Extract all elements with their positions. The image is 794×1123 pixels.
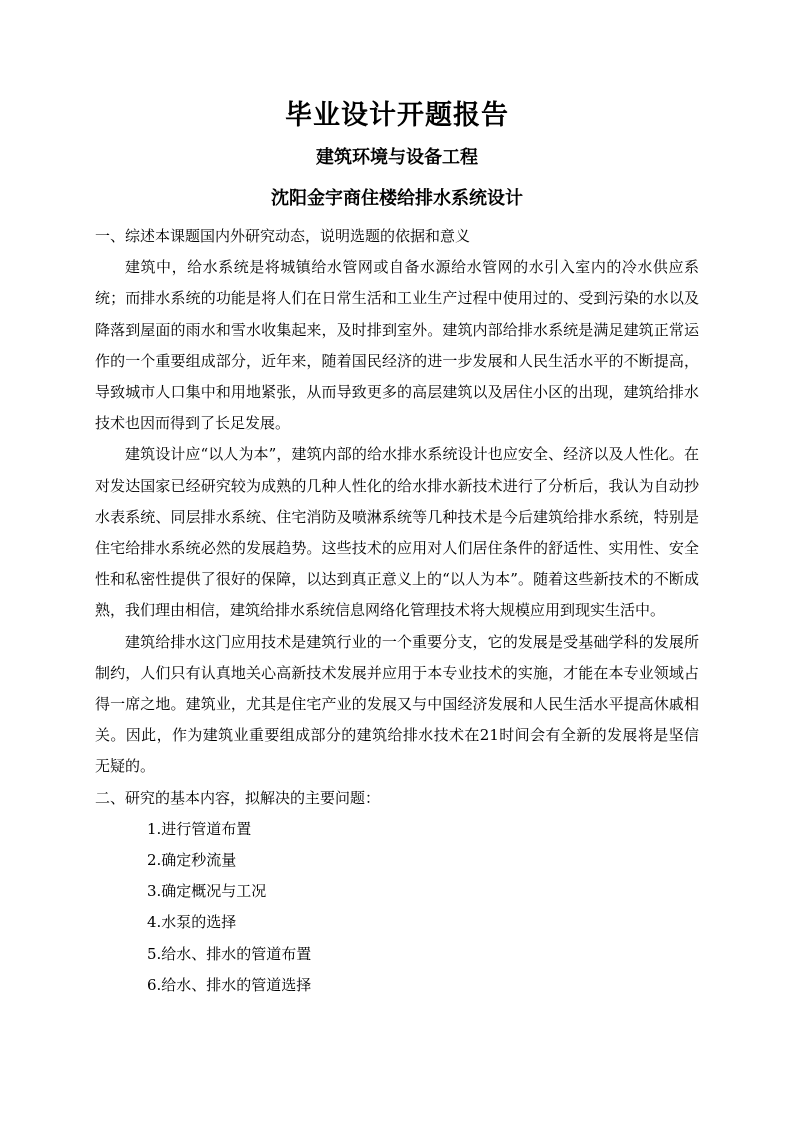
list-item: 2.确定秒流量	[147, 851, 237, 870]
paragraph: 建筑设计应“以人为本”，建筑内部的给水排水系统设计也应安全、经济以及人性化。在对发达国家已经研究较为成熟的几种人性化的给水排水新技术进行了分析后，我认为自动抄水表系统、同层排水系统、住宅消防及喷淋系统等几种技术是今后建筑给排水系统，特别是住宅给排水系统必然的发展趋势。这些技术的应用对人们居住条件的舒适性、实用性、安全性和私密性提供了很好的保障，以达到真正意义上的“以人为本”。随着这些新技术的不断成熟，我们理由相信，建筑给排水系统信息网络化管理技术将大规模应用到现实生活中。	[95, 445, 699, 620]
section-heading-2: 二、研究的基本内容，拟解决的主要问题：	[95, 788, 381, 807]
list-item: 3.确定概况与工况	[147, 882, 267, 901]
list-item: 4.水泵的选择	[147, 913, 237, 932]
paragraph: 建筑给排水这门应用技术是建筑行业的一个重要分支，它的发展是受基础学科的发展所制约，人们只有认真地关心高新技术发展并应用于本专业技术的实施，才能在本专业领域占得一席之地。建筑业，尤其是住宅产业的发展又与中国经济发展和人民生活水平提高休戚相关。因此，作为建筑业重要组成部分的建筑给排水技术在21时间会有全新的发展将是坚信无疑的。	[95, 632, 699, 776]
report-body	[95, 221, 699, 1001]
topic-subtitle: 沈阳金宇商住楼给排水系统设计	[271, 188, 523, 209]
paragraph: 建筑中，给水系统是将城镇给水管网或自备水源给水管网的水引入室内的冷水供应系统；而排水系统的功能是将人们在日常生活和工业生产过程中使用过的、受到污染的水以及降落到屋面的雨水和雪水收集起来，及时排到室外。建筑内部给排水系统是满足建筑正常运作的一个重要组成部分，近年来，随着国民经济的进一步发展和人民生活水平的不断提高，导致城市人口集中和用地紧张，从而导致更多的高层建筑以及居住小区的出现，建筑给排水技术也因而得到了长足发展。	[95, 258, 699, 433]
section-heading-1: 一、综述本课题国内外研究动态，说明选题的依据和意义	[95, 227, 471, 245]
list-item: 5.给水、排水的管道布置	[147, 944, 312, 963]
document-title: 毕业设计开题报告	[285, 100, 509, 131]
list-item: 1.进行管道布置	[147, 819, 252, 838]
list-item: 6.给水、排水的管道选择	[147, 975, 312, 994]
research-items-list	[95, 814, 699, 1001]
major-subtitle: 建筑环境与设备工程	[316, 147, 478, 168]
